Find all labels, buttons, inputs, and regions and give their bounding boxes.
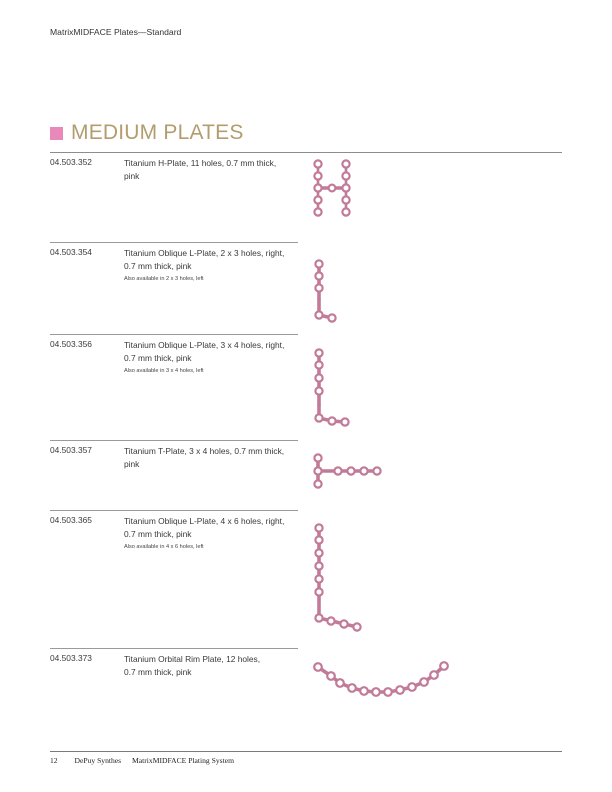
plate-hole <box>315 361 322 368</box>
plate-hole <box>315 284 322 291</box>
plate-hole <box>315 260 322 267</box>
article-number: 04.503.373 <box>50 653 92 663</box>
plate-hole <box>315 536 322 543</box>
description-line: Titanium T-Plate, 3 x 4 holes, 0.7 mm thick, <box>124 446 285 456</box>
plate-hole <box>384 688 392 696</box>
footer-title: MatrixMIDFACE Plating System <box>132 756 234 765</box>
article-number: 04.503.356 <box>50 339 92 349</box>
description-line: Titanium Orbital Rim Plate, 12 holes, <box>124 654 261 664</box>
plate-hole <box>341 418 348 425</box>
footer-rule <box>50 751 562 752</box>
plate-hole <box>315 272 322 279</box>
plate-hole <box>353 623 360 630</box>
availability-note: Also available in 2 x 3 holes, left <box>124 276 204 282</box>
plate-hole <box>314 160 321 167</box>
plate-hole <box>315 349 322 356</box>
description-line: 0.7 mm thick, pink <box>124 352 192 363</box>
plate-hole <box>347 467 354 474</box>
description-line: 0.7 mm thick, pink <box>124 666 192 677</box>
plate-hole <box>315 311 322 318</box>
plate-hole <box>342 208 349 215</box>
plate-hole <box>314 454 321 461</box>
description-line: Titanium H-Plate, 11 holes, 0.7 mm thick, <box>124 158 277 168</box>
plate-hole <box>314 184 321 191</box>
plate-hole <box>315 614 322 621</box>
article-number: 04.503.354 <box>50 247 92 257</box>
article-number: 04.503.365 <box>50 515 92 525</box>
plate-hole <box>328 314 335 321</box>
description-line: 0.7 mm thick, pink <box>124 528 192 539</box>
page-number: 12 <box>50 756 58 765</box>
plate-hole <box>327 617 334 624</box>
plate-hole <box>315 562 322 569</box>
plate-hole <box>342 196 349 203</box>
plate-hole <box>373 467 380 474</box>
plate-hole <box>334 467 341 474</box>
description-line: pink <box>124 458 140 469</box>
plate-hole <box>315 387 322 394</box>
plate-hole <box>314 467 321 474</box>
plate-hole <box>315 414 322 421</box>
plate-hole <box>360 687 368 695</box>
plate-hole <box>314 208 321 215</box>
plate-hole <box>336 679 344 687</box>
plate-hole <box>408 683 416 691</box>
plate-hole <box>315 588 322 595</box>
plate-hole <box>430 671 438 679</box>
plate-hole <box>342 172 349 179</box>
plate-hole <box>314 663 322 671</box>
availability-note: Also available in 3 x 4 holes, left <box>124 368 204 374</box>
plate-hole <box>315 524 322 531</box>
page-footer <box>50 756 234 765</box>
description-line: 0.7 mm thick, pink <box>124 260 192 271</box>
plate-hole <box>327 672 335 680</box>
plate-hole <box>340 620 347 627</box>
section-title: MEDIUM PLATES <box>71 121 244 144</box>
plate-hole <box>314 480 321 487</box>
footer-brand: DePuy Synthes <box>74 756 122 765</box>
plate-hole <box>315 374 322 381</box>
running-head: MatrixMIDFACE Plates—Standard <box>50 27 182 37</box>
plate-hole <box>342 184 349 191</box>
plate-hole <box>314 172 321 179</box>
plate-hole <box>329 185 336 192</box>
plate-hole <box>372 688 380 696</box>
plate-hole <box>360 467 367 474</box>
plate-hole <box>440 662 448 670</box>
description-line: pink <box>124 170 140 181</box>
plate-hole <box>396 686 404 694</box>
description-line: Titanium Oblique L-Plate, 4 x 6 holes, right, <box>124 516 285 526</box>
plate-hole <box>314 196 321 203</box>
plate-bar <box>319 618 357 627</box>
description-line: Titanium Oblique L-Plate, 2 x 3 holes, right, <box>124 248 285 258</box>
plate-hole <box>420 678 428 686</box>
article-number: 04.503.352 <box>50 157 92 167</box>
article-number: 04.503.357 <box>50 445 92 455</box>
availability-note: Also available in 4 x 6 holes, left <box>124 544 204 550</box>
plate-hole <box>348 684 356 692</box>
description-line: Titanium Oblique L-Plate, 3 x 4 holes, right, <box>124 340 285 350</box>
plate-hole <box>315 575 322 582</box>
plate-hole <box>328 417 335 424</box>
plate-hole <box>342 160 349 167</box>
plate-hole <box>315 549 322 556</box>
